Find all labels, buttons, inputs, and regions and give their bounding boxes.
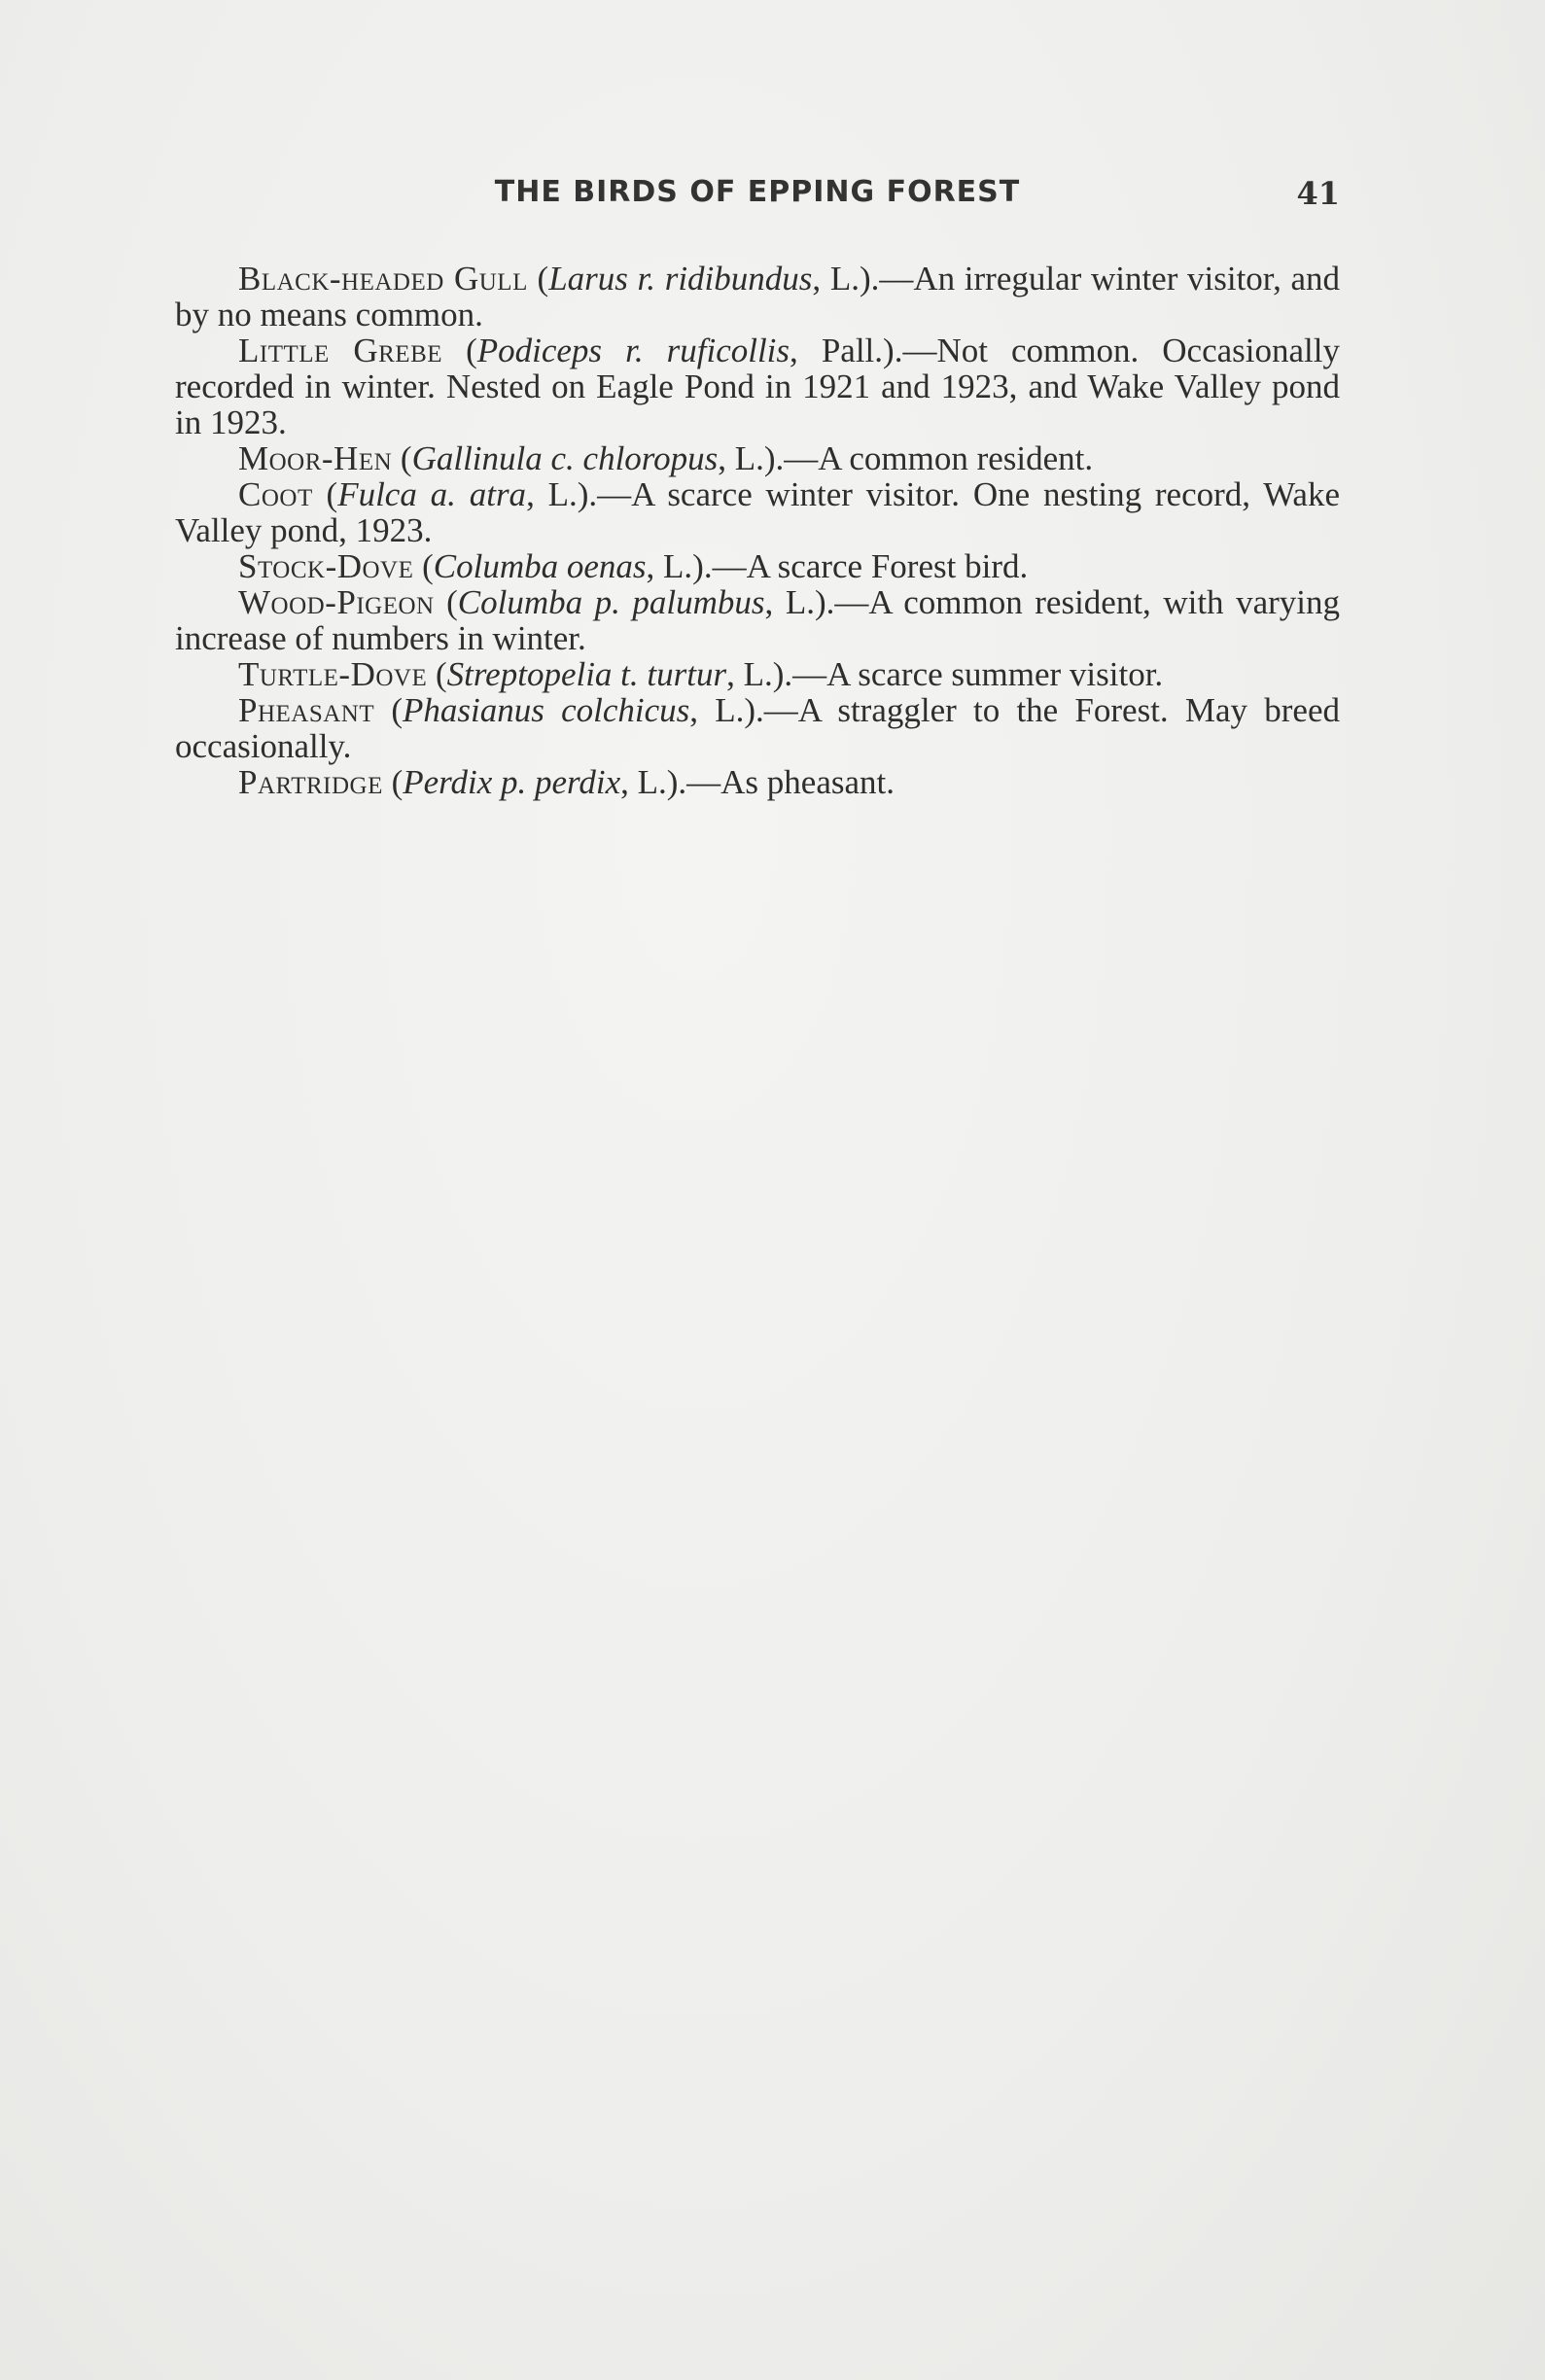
running-head — [175, 175, 1340, 218]
page-number: 41 — [1296, 175, 1340, 212]
species-entry: Partridge (Perdix p. perdix, L.).—As pheasant. — [238, 763, 895, 801]
species-description: , L.).—A scarce summer visitor. — [726, 655, 1164, 693]
species-scientific-name: Columba oenas — [433, 547, 647, 585]
species-entry: Black-headed Gull (Larus r. ridibundus, L.).—An irregular winter visitor, and by no means common. — [175, 260, 1341, 333]
species-entry: Stock-Dove (Columba oenas, L.).—A scarce Forest bird. — [238, 547, 1029, 585]
species-scientific-name: Streptopelia t. turtur — [446, 655, 727, 693]
species-description: , L.).—A straggler to the Forest. May breed occasionally. — [175, 691, 1340, 765]
species-entry: Pheasant (Phasianus colchicus, L.).—A straggler to the Forest. May breed occasionally. — [175, 691, 1340, 765]
species-common-name: Partridge — [238, 763, 383, 801]
species-entry: Moor-Hen (Gallinula c. chloropus, L.).—A common resident. — [238, 439, 1094, 477]
species-description: , L.).—As pheasant. — [620, 763, 895, 801]
species-scientific-name: Phasianus colchicus — [403, 691, 690, 729]
species-entry: Wood-Pigeon (Columba p. palumbus, L.).—A common resident, with varying increase of numbers in winter. — [175, 583, 1340, 657]
species-scientific-name: Podiceps r. ruficollis — [476, 332, 790, 369]
species-entry: Little Grebe (Podiceps r. ruficollis, Pall.).—Not common. Occasionally recorded in winter. Nested on Eagle Pond in 1921 and 1923, and Wake Valley pond in 1923. — [175, 332, 1340, 441]
species-entry: Turtle-Dove (Streptopelia t. turtur, L.).—A scarce summer visitor. — [238, 655, 1164, 693]
species-scientific-name: Fulca a. atra — [337, 475, 527, 513]
species-scientific-name: Larus r. ridibundus — [548, 260, 813, 298]
species-common-name: Pheasant — [238, 691, 375, 729]
species-scientific-name: Perdix p. perdix — [403, 763, 621, 801]
species-scientific-name: Columba p. palumbus — [457, 583, 765, 621]
species-common-name: Black-headed Gull — [238, 260, 528, 298]
species-description: , L.).—A common resident, with varying increase of numbers in winter. — [175, 583, 1340, 657]
running-title: THE BIRDS OF EPPING FOREST — [494, 175, 1021, 209]
species-description: , L.).—A scarce winter visitor. One nesting record, Wake Valley pond, 1923. — [175, 475, 1340, 549]
species-description: , Pall.).—Not common. Occasionally recorded in winter. Nested on Eagle Pond in 1921 and 1923, and Wake Valley pond in 1923. — [175, 332, 1340, 441]
species-list — [175, 261, 1340, 800]
species-entry: Coot (Fulca a. atra, L.).—A scarce winter visitor. One nesting record, Wake Valley pond, 1923. — [175, 475, 1340, 549]
species-common-name: Little Grebe — [238, 332, 443, 369]
species-common-name: Turtle-Dove — [238, 655, 428, 693]
species-common-name: Coot — [238, 475, 313, 513]
species-description: , L.).—A scarce Forest bird. — [646, 547, 1029, 585]
species-common-name: Moor-Hen — [238, 439, 393, 477]
species-scientific-name: Gallinula c. chloropus — [411, 439, 719, 477]
species-common-name: Wood-Pigeon — [238, 583, 435, 621]
species-description: , L.).—An irregular winter visitor, and by no means common. — [175, 260, 1341, 333]
species-common-name: Stock-Dove — [238, 547, 414, 585]
species-description: , L.).—A common resident. — [718, 439, 1094, 477]
